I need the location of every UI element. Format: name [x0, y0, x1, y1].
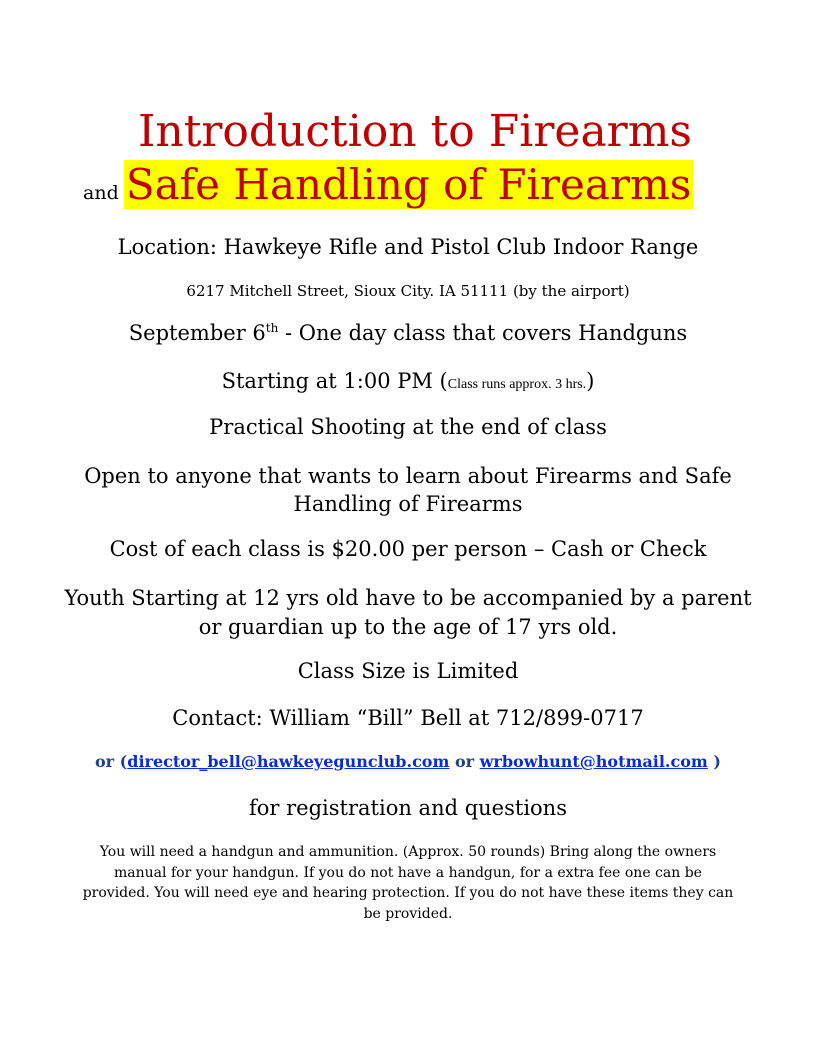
email-link-wrbowhunt[interactable]: wrbowhunt@hotmail.com	[479, 752, 708, 771]
title-line-2	[83, 160, 693, 209]
contact-text: Contact: William “Bill” Bell at 712/899-0717	[172, 706, 644, 730]
email-or-1: or (	[95, 752, 128, 771]
start-close: )	[586, 369, 595, 393]
email-line	[0, 752, 816, 771]
date-superscript: th	[265, 321, 279, 335]
location-text: Location: Hawkeye Rifle and Pistol Club Indoor Range	[117, 235, 699, 259]
open-to-text: Open to anyone that wants to learn about Firearms and Safe Handling of Firearms	[84, 464, 732, 516]
requirements-note: You will need a handgun and ammunition. (Approx. 50 rounds) Bring along the owners manual for your handgun. If you do not have a handgun, for a extra fee one can be provided. You will need eye and hearing protection. If you do not have these items they can be provided.	[82, 844, 734, 922]
date-suffix: - One day class that covers Handguns	[278, 321, 688, 345]
title-line-1: Introduction to Firearms	[137, 106, 693, 157]
registration-text: for registration and questions	[249, 796, 567, 820]
date-line	[0, 321, 816, 345]
email-link-director[interactable]: director_bell@hawkeyegunclub.com	[127, 752, 450, 771]
practical-shooting-text: Practical Shooting at the end of class	[209, 415, 607, 439]
email-or-2: or	[449, 752, 480, 771]
cost-text: Cost of each class is $20.00 per person – Cash or Check	[109, 537, 707, 561]
class-size-text: Class Size is Limited	[297, 659, 519, 683]
address-text: 6217 Mitchell Street, Sioux City. IA 51111 (by the airport)	[186, 282, 630, 300]
title-and: and	[83, 182, 119, 204]
date-prefix: September 6	[128, 321, 266, 345]
start-duration: Class runs approx. 3 hrs.	[447, 377, 587, 392]
title-highlighted: Safe Handling of Firearms	[125, 160, 692, 209]
start-time-line	[0, 369, 816, 393]
start-main: Starting at 1:00 PM (	[221, 369, 448, 393]
youth-text: Youth Starting at 12 yrs old have to be accompanied by a parent or guardian up to the age of 17 yrs old.	[64, 586, 752, 639]
email-close: )	[707, 752, 721, 771]
